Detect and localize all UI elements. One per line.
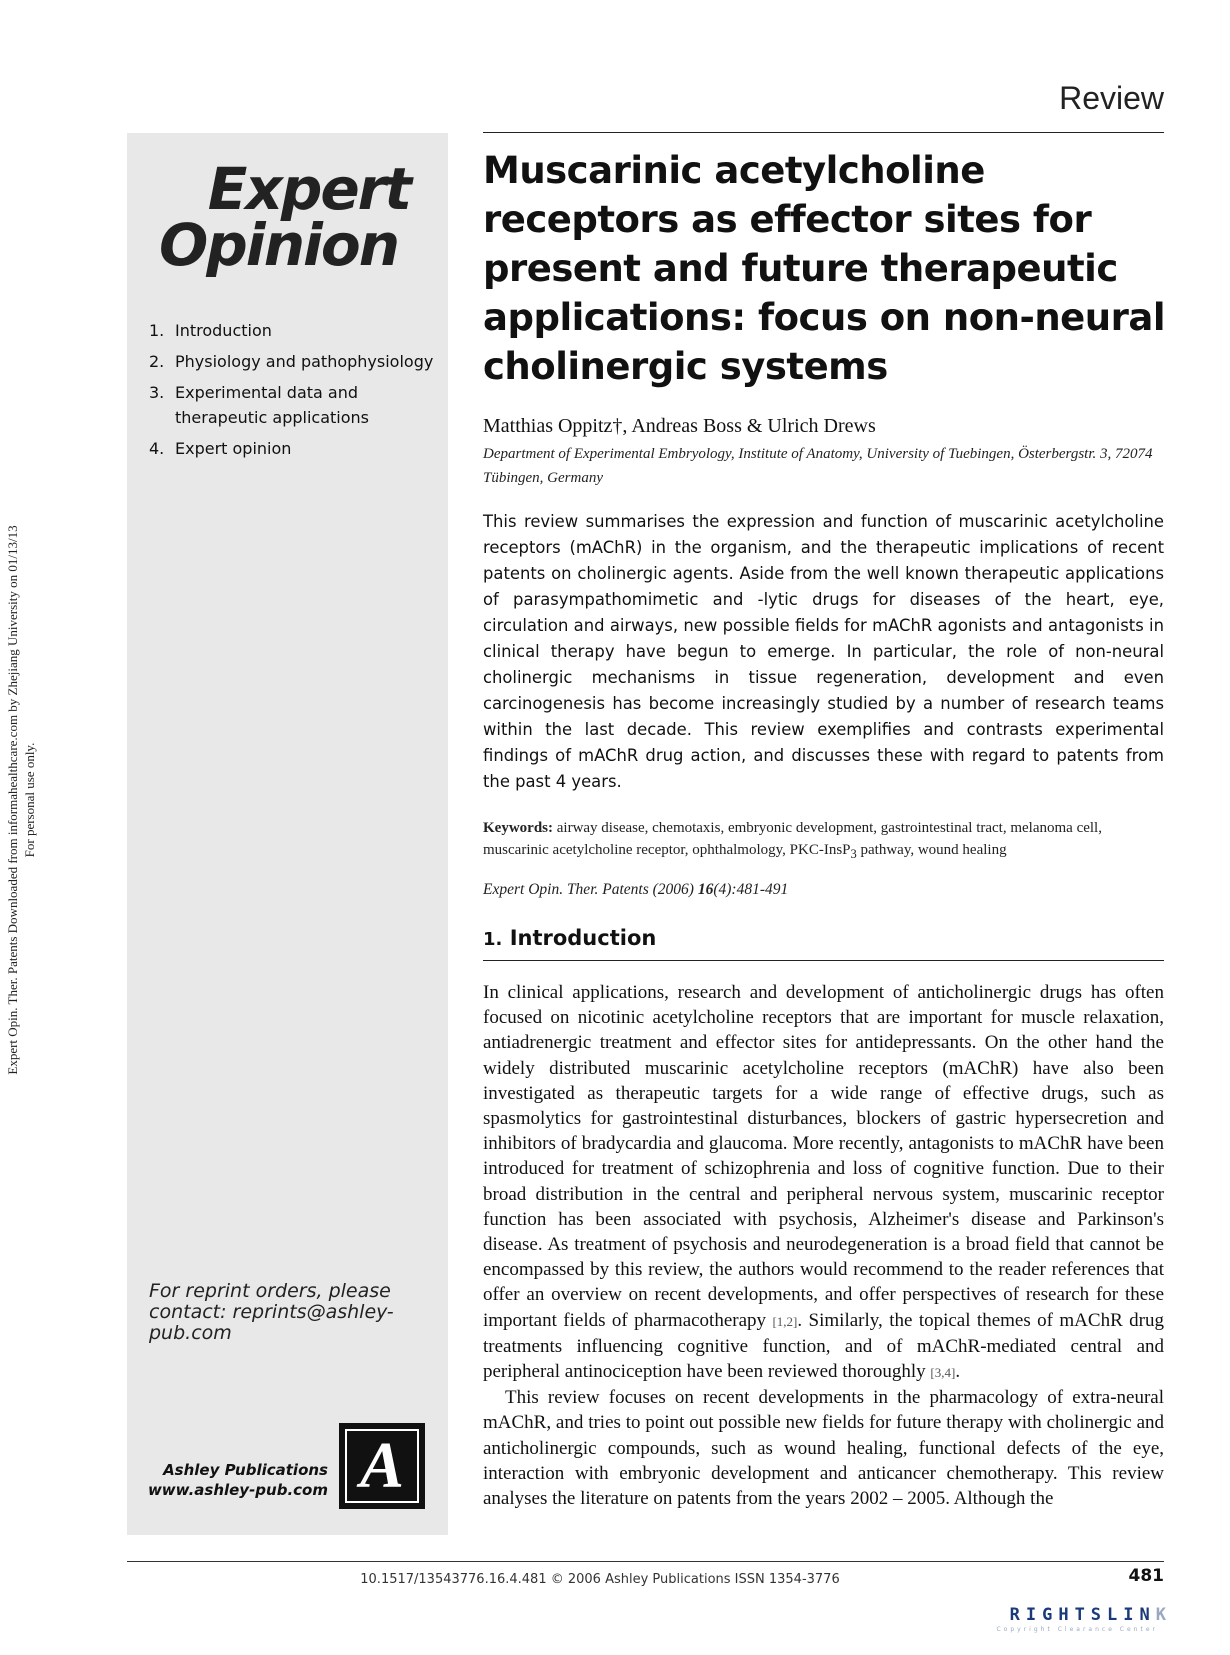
footer-divider	[127, 1561, 1164, 1562]
author-affiliation: Department of Experimental Embryology, Institute of Anatomy, University of Tuebingen, Österbergstr. 3, 72074 Tübingen, Germany	[483, 446, 1153, 486]
reference-link[interactable]: [1,2]	[772, 1313, 798, 1329]
paragraph: In clinical applications, research and development of anticholinergic drugs has often focused on nicotinic acetylcholine receptors that are important for muscle relaxation, antiadrenergic treatment and effector sites for antidepressants. On the other hand the widely distributed muscarinic acetylcholine receptors (mAChR) have also been investigated as therapeutic targets for a wide range of effective drugs, such as spasmolytics for gastrointestinal disturbances, blockers of gastric hypersecretion and inhibitors of bradycardia and glaucoma. More recently, antagonists to mAChR have been introduced for treatment of schizophrenia and loss of cognitive function. Due to their broad distribution in the central and peripheral nervous system, muscarinic receptor function has been associated with psychosis, Alzheimer's disease and Parkinson's disease. As treatment of psychosis and neurodegeneration is a broad field that cannot be encompassed by this review, the authors would recommend to the reader references that offer an overview on recent developments, and offer perspectives of research for these important fields of pharmacotherapy [1,2]. Similarly, the topical themes of mAChR drug treatments influencing cognitive function, and of mAChR-mediated central and peripheral antinociception have been reviewed thoroughly [3,4].	[483, 982, 1164, 1383]
publisher-info	[148, 1460, 328, 1500]
publisher-name: Ashley Publications	[163, 1461, 328, 1479]
toc-item[interactable]: 4. Expert opinion	[149, 439, 292, 458]
journal-logo-line-1: Expert	[207, 155, 410, 223]
journal-logo	[158, 155, 410, 279]
article-title: Muscarinic acetylcholine receptors as effector sites for present and future therapeutic applications: focus on non-neural cholinergic systems	[483, 149, 1166, 388]
sidebar	[127, 133, 448, 1535]
article-type-label: Review	[1059, 80, 1164, 116]
section-heading-introduction: 1. Introduction	[483, 926, 657, 950]
keywords: Keywords: airway disease, chemotaxis, embryonic development, gastrointestinal tract, melanoma cell, muscarinic acetylcholine receptor, ophthalmology, PKC-InsP$_3$ pathway, wound healing	[483, 820, 1102, 861]
page-number: 481	[1128, 1566, 1164, 1586]
journal-logo-line-2: Opinion	[158, 211, 398, 279]
header-divider	[483, 132, 1164, 133]
journal-citation: Expert Opin. Ther. Patents (2006) 16(4):481-491	[483, 881, 789, 898]
paragraph: This review focuses on recent developments in the pharmacology of extra-neural mAChR, and tries to point out possible new fields for future therapy with cholinergic and anticholinergic compounds, such as wound healing, functional defects of the eye, interaction with embryonic development and anticancer chemotherapy. This review analyses the literature on patents from the years 2002 – 2005. Although the	[483, 1387, 1164, 1510]
toc-item-label: Experimental data and therapeutic applications	[175, 383, 369, 427]
publisher-url[interactable]: www.ashley-pub.com	[147, 1481, 328, 1499]
toc-item-label: Physiology and pathophysiology	[175, 352, 434, 371]
toc-item-label: Introduction	[175, 321, 272, 340]
toc-item[interactable]: 1. Introduction	[149, 321, 272, 340]
download-watermark	[0, 460, 50, 1140]
abstract: This review summarises the expression and function of muscarinic acetylcholine receptors (mAChR) in the organism, and the therapeutic implications of recent patents on cholinergic agents. Aside from the well known therapeutic applications of parasympathomimetic and -lytic drugs for diseases of the heart, eye, circulation and airways, new possible fields for mAChR agonists and antagonists in clinical therapy have begun to emerge. In particular, the role of non-neural cholinergic mechanisms in tissue regeneration, development and even carcinogenesis has become increasingly studied by a number of research teams within the last decade. This review exemplifies and contrasts experimental findings of mAChR drug action, and discusses these with regard to patents from the past 4 years.	[483, 512, 1164, 791]
footer-doi: 10.1517/13543776.16.4.481 © 2006 Ashley Publications ISSN 1354-3776	[360, 1572, 840, 1587]
watermark-line-1: Expert Opin. Ther. Patents Downloaded from informahealthcare.com by Zhejiang University on 01/13/13	[5, 525, 20, 1075]
watermark-line-2: For personal use only.	[22, 742, 37, 858]
section-divider	[483, 960, 1164, 961]
publisher-logo-icon: A	[339, 1423, 425, 1509]
rightslink-logo[interactable]: RIGHTSLINK	[1009, 1605, 1172, 1625]
reference-link[interactable]: [3,4]	[930, 1365, 956, 1381]
toc-item-label: Expert opinion	[175, 439, 292, 458]
article-authors: Matthias Oppitz†, Andreas Boss & Ulrich Drews	[483, 415, 876, 437]
introduction-body	[483, 980, 1164, 1511]
table-of-contents	[149, 318, 444, 467]
toc-item[interactable]: 2. Physiology and pathophysiology	[149, 352, 434, 371]
rightslink-subtitle: Copyright Clearance Center	[996, 1626, 1158, 1633]
keywords-label: Keywords:	[483, 820, 553, 836]
toc-item[interactable]: 3. Experimental data and therapeutic applications	[149, 383, 369, 427]
reprint-contact: For reprint orders, please contact: reprints@ashley-pub.com	[149, 1280, 394, 1344]
